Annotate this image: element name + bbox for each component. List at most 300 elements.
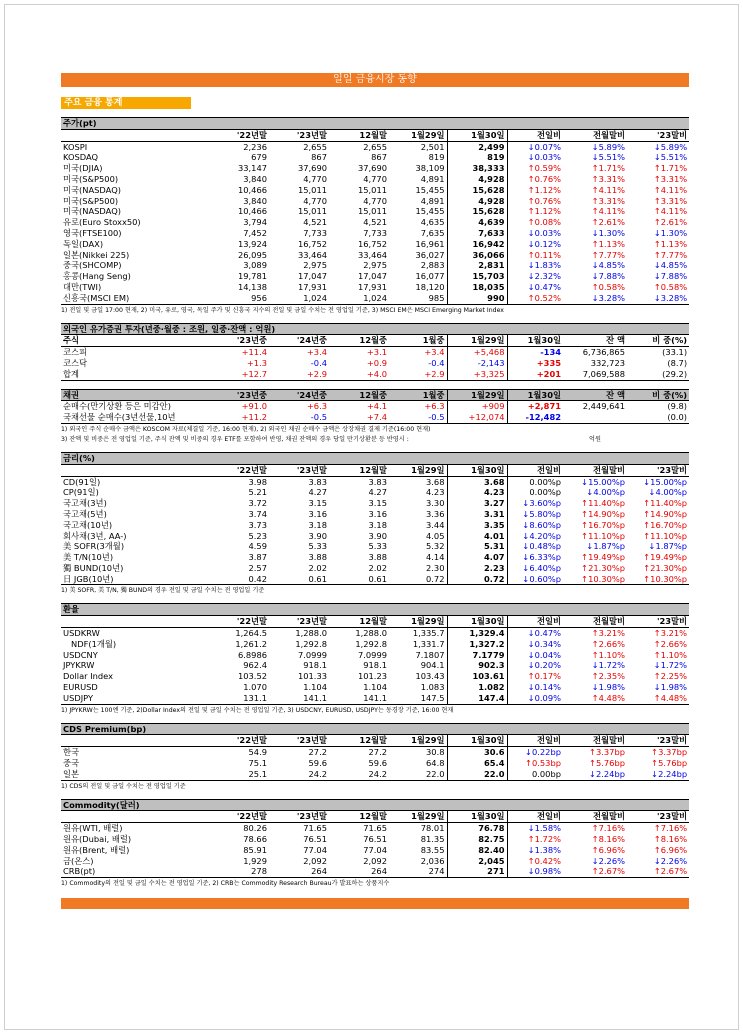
change-cell: ↑1.10% xyxy=(653,649,688,660)
value-cell: 15,628 xyxy=(447,185,507,196)
value-cell: +2.9 xyxy=(269,369,329,380)
table-row xyxy=(61,271,689,282)
value-cell: 902.3 xyxy=(447,660,507,671)
row-label: 독일(DAX) xyxy=(63,238,104,249)
value-cell: 918.1 xyxy=(363,660,387,671)
value-cell: 131.1 xyxy=(209,693,269,704)
change-cell: ↑0.52% xyxy=(507,293,563,304)
value-cell: 25.1 xyxy=(209,769,269,780)
row-label: 회사채(3년, AA-) xyxy=(63,530,127,541)
value-cell: 5.33 xyxy=(368,541,387,552)
value-cell: 3.36 xyxy=(426,508,445,519)
column-header: '22년말 xyxy=(209,616,269,628)
value-cell: -0.4 xyxy=(310,357,327,368)
column-header: 전월말비 xyxy=(563,616,627,628)
value-cell: 85.91 xyxy=(243,844,267,855)
change-cell: ↑6.96% xyxy=(653,844,688,855)
change-cell: ↓0.20% xyxy=(507,660,563,671)
change-cell: ↑0.17% xyxy=(507,671,563,682)
value-cell: 1,024 xyxy=(329,293,389,304)
value-cell: 3.44 xyxy=(426,519,445,530)
column-header: 1월29일 xyxy=(389,735,447,747)
row-label: 원유(WTI, 배럴) xyxy=(63,823,123,834)
column-header: 1월30일 xyxy=(447,464,507,476)
column-header: '23년말 xyxy=(269,811,329,823)
value-cell: 918.1 xyxy=(303,660,327,671)
change-cell: ↑1.12% xyxy=(507,185,563,196)
change-cell: ↓1.30% xyxy=(653,227,688,238)
value-cell: -12,482 xyxy=(507,412,563,423)
change-cell: ↓0.47% xyxy=(507,628,563,639)
section-header-row xyxy=(61,118,689,130)
value-cell: 64.8 xyxy=(426,758,445,769)
column-header: '23년말 xyxy=(269,735,329,747)
stock-note: 1) 전일 및 금일 17:00 현재, 2) 미국, 유로, 영국, 독일 주가 및 신흥국 지수의 전일 및 금일 수치는 전 영업일 기준, 3) MSCI EM은 MSCI Emerging Market Index xyxy=(61,306,504,314)
change-cell: ↓5.80%p xyxy=(507,509,563,520)
value-cell: 16,752 xyxy=(297,238,327,249)
column-header: 전일비 xyxy=(507,616,563,628)
table-row xyxy=(61,866,689,877)
change-cell: ↑0.58% xyxy=(653,281,688,292)
column-header: '24년중 xyxy=(269,335,329,347)
column-header: 1월중 xyxy=(389,335,447,347)
value-cell: 77.04 xyxy=(303,844,327,855)
value-cell: 962.4 xyxy=(243,660,267,671)
foreign-stock-table xyxy=(61,323,689,381)
change-cell: ↓1.58% xyxy=(507,823,563,834)
value-cell: 4,770 xyxy=(303,195,327,206)
change-cell: ↓3.28% xyxy=(627,293,689,304)
value-cell: 33,464 xyxy=(297,249,327,260)
column-header: '23말비 xyxy=(627,129,689,141)
value-cell: 2,655 xyxy=(363,141,387,152)
change-cell: ↑7.16% xyxy=(591,823,625,834)
column-header: 전월말비 xyxy=(563,464,627,476)
column-header: 1월30일 xyxy=(447,735,507,747)
section-header: 주가(pt) xyxy=(61,118,689,130)
value-cell: 2,975 xyxy=(363,260,387,271)
row-label: 코스닥 xyxy=(63,357,88,368)
value-cell: 30.8 xyxy=(426,747,445,758)
value-cell: 3.68 xyxy=(447,476,507,487)
value-cell: +3,325 xyxy=(447,369,507,380)
value-cell: 15,628 xyxy=(447,206,507,217)
column-header: '23년중 xyxy=(209,389,269,401)
value-cell: +3.4 xyxy=(306,347,327,358)
value-cell: 33,147 xyxy=(237,163,267,174)
table-row xyxy=(61,845,689,856)
change-cell: ↓5.51% xyxy=(591,152,625,163)
value-cell: 3.15 xyxy=(368,498,387,509)
change-cell: ↑3.37bp xyxy=(589,747,625,758)
column-header xyxy=(61,811,209,823)
cds-table xyxy=(61,723,689,781)
value-cell: 1,929 xyxy=(243,855,267,866)
change-cell: ↑2.66% xyxy=(653,638,688,649)
change-cell: ↑7.77% xyxy=(653,249,688,260)
change-cell: ↓2.24bp xyxy=(627,769,689,780)
value-cell: 4.14 xyxy=(426,552,445,563)
value-cell: 3.18 xyxy=(368,519,387,530)
value-cell: +335 xyxy=(507,358,563,369)
document-page xyxy=(4,4,739,1030)
change-cell: ↓0.03% xyxy=(507,152,563,163)
value-cell: 78.66 xyxy=(243,834,267,845)
value-cell: 0.72 xyxy=(447,574,507,585)
value-cell: 3.30 xyxy=(426,498,445,509)
value-cell: 3.73 xyxy=(248,519,267,530)
value-cell: 2.57 xyxy=(248,562,267,573)
change-cell: ↑2.67% xyxy=(627,866,689,877)
column-header: 12월말 xyxy=(329,811,389,823)
column-header: 1월29일 xyxy=(389,616,447,628)
value-cell: 4,770 xyxy=(303,173,327,184)
report-content xyxy=(61,73,689,909)
change-cell: 0.00%p xyxy=(507,487,563,498)
value-cell: 147.5 xyxy=(389,693,447,704)
change-cell: ↓7.88% xyxy=(653,271,688,282)
change-cell: ↑3.31% xyxy=(653,195,688,206)
value-cell: 985 xyxy=(389,293,447,304)
value-cell: 1,024 xyxy=(269,293,329,304)
value-cell: 1.104 xyxy=(303,682,327,693)
value-cell: 274 xyxy=(389,866,447,877)
change-cell: ↑19.49%p xyxy=(643,552,688,563)
value-cell: 819 xyxy=(428,152,445,163)
value-cell: +3.1 xyxy=(366,347,387,358)
row-label: CD(91일) xyxy=(63,476,101,487)
column-header xyxy=(61,129,209,141)
value-cell: 264 xyxy=(329,866,389,877)
row-label: 중국(SHCOMP) xyxy=(63,260,122,271)
column-header: '23말비 xyxy=(627,464,689,476)
value-cell: +4.1 xyxy=(366,401,387,412)
value-cell: 22.0 xyxy=(447,769,507,780)
value-cell: 990 xyxy=(447,293,507,304)
change-cell: ↓2.26% xyxy=(591,855,625,866)
table-row xyxy=(61,509,689,520)
change-cell: ↑6.96% xyxy=(591,844,625,855)
value-cell: +91.0 xyxy=(241,401,267,412)
value-cell: 7.0999 xyxy=(357,649,387,660)
change-cell: ↓15.00%p xyxy=(643,476,688,487)
value-cell: 36,066 xyxy=(447,250,507,261)
row-label: USDJPY xyxy=(61,693,209,704)
change-cell: ↓1.72% xyxy=(591,660,625,671)
change-cell: ↑11.40%p xyxy=(643,498,688,509)
value-cell: -134 xyxy=(507,347,563,358)
change-cell: ↑1.71% xyxy=(653,163,688,174)
value-cell: 3.35 xyxy=(447,520,507,531)
value-cell: 4,521 xyxy=(303,217,327,228)
change-cell: ↑2.66% xyxy=(591,638,625,649)
change-cell: ↑14.90%p xyxy=(643,508,688,519)
value-cell: 17,047 xyxy=(297,271,327,282)
value-cell: 59.6 xyxy=(308,758,327,769)
value-cell: 1,292.8 xyxy=(295,638,327,649)
change-cell: 0.00bp xyxy=(507,769,563,780)
section-header: 환율 xyxy=(61,604,689,616)
value-cell: 2,092 xyxy=(363,855,387,866)
value-cell: 1,327.2 xyxy=(447,639,507,650)
value-cell: 1,264.5 xyxy=(235,628,267,639)
row-label: 원유(Dubai, 배럴) xyxy=(63,834,132,845)
change-cell: ↑4.48% xyxy=(627,693,689,704)
column-header-row xyxy=(61,129,689,141)
change-cell: ↓7.88% xyxy=(591,271,625,282)
change-cell: ↑1.13% xyxy=(653,238,688,249)
value-cell: 278 xyxy=(209,866,269,877)
column-header: 잔 액 xyxy=(563,389,627,401)
section-header: 외국인 유가증권 투자(년중·월중 : 조원, 일중·잔액 : 억원) xyxy=(61,323,689,335)
value-cell: 2,975 xyxy=(303,260,327,271)
value-cell: 867 xyxy=(311,152,327,163)
value-cell: 4,639 xyxy=(447,217,507,228)
value-cell: +4.0 xyxy=(329,369,389,380)
column-header: 12월말 xyxy=(329,464,389,476)
change-cell: ↑4.11% xyxy=(591,206,625,217)
value-cell: 7,635 xyxy=(420,227,445,238)
value-cell: 141.1 xyxy=(269,693,329,704)
value-cell: 2.02 xyxy=(368,562,387,573)
column-header: 비 중(%) xyxy=(627,389,689,401)
value-cell: 17,931 xyxy=(297,281,327,292)
column-header: 1월30일 xyxy=(507,335,563,347)
value-cell: 1,288.0 xyxy=(295,628,327,639)
row-label: 국고채(3년) xyxy=(63,498,107,509)
commodity-section xyxy=(61,799,689,889)
value-cell: 18,035 xyxy=(447,282,507,293)
change-cell: ↓4.85% xyxy=(653,260,688,271)
column-header: 1월30일 xyxy=(447,129,507,141)
value-cell: 15,011 xyxy=(297,206,327,217)
value-cell: 3.98 xyxy=(248,476,267,487)
value-cell: 956 xyxy=(209,293,269,304)
change-cell: ↑0.53bp xyxy=(507,758,563,769)
row-label: 국고채(10년) xyxy=(63,519,113,530)
table-row xyxy=(61,401,689,412)
change-cell: ↑2.61% xyxy=(591,217,625,228)
change-cell: ↑2.35% xyxy=(591,671,625,682)
column-header-row xyxy=(61,616,689,628)
value-cell: 2,501 xyxy=(420,141,445,152)
change-cell: ↓0.60%p xyxy=(507,574,563,585)
row-label: 홍콩(Hang Seng) xyxy=(63,271,131,282)
value-cell: 4,891 xyxy=(420,195,445,206)
value-cell: (33.1) xyxy=(662,347,688,358)
value-cell: 3.15 xyxy=(308,498,327,509)
value-cell: (0.0) xyxy=(627,412,689,423)
change-cell: ↓1.98% xyxy=(591,682,625,693)
value-cell: 18,120 xyxy=(415,281,445,292)
table-row xyxy=(61,639,689,650)
change-cell: ↓0.48%p xyxy=(507,541,563,552)
table-row xyxy=(61,650,689,661)
value-cell: 4.23 xyxy=(426,487,445,498)
commodity-table xyxy=(61,799,689,879)
change-cell: ↓2.32% xyxy=(507,271,563,282)
value-cell: 2,449,641 xyxy=(582,401,625,412)
value-cell: 37,690 xyxy=(297,163,327,174)
value-cell: +7.4 xyxy=(329,412,389,423)
column-header: '23말비 xyxy=(627,735,689,747)
change-cell: ↓4.20%p xyxy=(507,531,563,542)
table-row xyxy=(61,758,689,769)
column-header xyxy=(61,616,209,628)
value-cell: 2,883 xyxy=(420,260,445,271)
column-header: 채권 xyxy=(61,389,209,401)
value-cell: 7,733 xyxy=(363,227,387,238)
change-cell: ↓0.22bp xyxy=(507,747,563,758)
value-cell: 3.74 xyxy=(248,508,267,519)
value-cell: 2,092 xyxy=(303,855,327,866)
value-cell: 27.2 xyxy=(368,747,387,758)
row-label: 국고채(5년) xyxy=(63,508,107,519)
column-header: '22년말 xyxy=(209,464,269,476)
footer-bar xyxy=(61,898,689,909)
value-cell: 82.75 xyxy=(447,834,507,845)
column-header-row xyxy=(61,335,689,347)
table-row xyxy=(61,239,689,250)
value-cell: 3.68 xyxy=(426,476,445,487)
change-cell: ↑1.10% xyxy=(591,649,625,660)
value-cell: +2.9 xyxy=(389,369,447,380)
value-cell: 4,891 xyxy=(420,173,445,184)
table-row xyxy=(61,531,689,542)
column-header-row xyxy=(61,811,689,823)
change-cell: ↑1.72% xyxy=(507,834,563,845)
value-cell: +6.3 xyxy=(306,401,327,412)
table-row xyxy=(61,628,689,639)
value-cell: 33,464 xyxy=(357,249,387,260)
value-cell: 147.4 xyxy=(447,693,507,704)
row-label: 영국(FTSE100) xyxy=(63,227,122,238)
value-cell: 4.07 xyxy=(447,552,507,563)
value-cell: 3.90 xyxy=(368,530,387,541)
change-cell: ↑11.40%p xyxy=(581,498,625,509)
column-header-row xyxy=(61,464,689,476)
change-cell: ↑4.11% xyxy=(653,184,688,195)
value-cell: 1,335.7 xyxy=(412,628,445,639)
row-label: 일본 xyxy=(61,769,209,780)
change-cell: ↓5.89% xyxy=(653,141,688,152)
value-cell: 30.6 xyxy=(447,747,507,758)
change-cell: ↓2.24bp xyxy=(563,769,627,780)
value-cell: 1,331.7 xyxy=(412,638,445,649)
change-cell: ↑0.76% xyxy=(507,196,563,207)
value-cell: 0.61 xyxy=(269,574,329,585)
row-label: 미국(NASDAQ) xyxy=(63,184,121,195)
row-label: 합계 xyxy=(61,369,209,380)
value-cell: 103.52 xyxy=(237,671,267,682)
change-cell: ↓4.00%p xyxy=(586,487,625,498)
value-cell: +3.4 xyxy=(424,347,445,358)
change-cell: ↑5.76bp xyxy=(589,758,625,769)
value-cell: 16,752 xyxy=(357,238,387,249)
change-cell: ↑7.77% xyxy=(591,249,625,260)
report-title: 일일 금융시장 동향 xyxy=(61,73,689,87)
change-cell: ↑8.16% xyxy=(653,834,688,845)
value-cell: 1.104 xyxy=(363,682,387,693)
value-cell: -2,143 xyxy=(447,358,507,369)
value-cell: 3.88 xyxy=(368,552,387,563)
value-cell: 679 xyxy=(251,152,267,163)
column-header: 전월말비 xyxy=(563,129,627,141)
cds-note: 1) CDS의 전일 및 금일 수치는 전 영업일 기준 xyxy=(61,782,186,790)
value-cell: 1,292.8 xyxy=(355,638,387,649)
column-header: 비 중(%) xyxy=(627,335,689,347)
section-header-row xyxy=(61,323,689,335)
value-cell: 54.9 xyxy=(248,747,267,758)
rates-table xyxy=(61,452,689,586)
table-row xyxy=(61,174,689,185)
column-header: '22년말 xyxy=(209,735,269,747)
change-cell: ↓0.34% xyxy=(507,639,563,650)
report-subtitle: 주요 금융 통계 xyxy=(61,97,191,109)
value-cell: 24.2 xyxy=(269,769,329,780)
value-cell: 3,840 xyxy=(243,195,267,206)
row-label: 유로(Euro Stoxx50) xyxy=(63,217,141,228)
change-cell: ↓0.09% xyxy=(507,693,563,704)
column-header: 주식 xyxy=(61,335,209,347)
row-label: USDKRW xyxy=(63,628,100,639)
value-cell: 2,655 xyxy=(303,141,327,152)
column-header: 전일비 xyxy=(507,811,563,823)
table-row xyxy=(61,682,689,693)
row-label: Dollar Index xyxy=(63,671,114,682)
value-cell: 83.55 xyxy=(420,844,445,855)
value-cell: 1.083 xyxy=(420,682,445,693)
change-cell: ↑11.10%p xyxy=(581,530,625,541)
table-row xyxy=(61,369,689,380)
section-header: Commodity(달러) xyxy=(61,799,689,811)
value-cell: 1.070 xyxy=(243,682,267,693)
table-row xyxy=(61,152,689,163)
table-row xyxy=(61,217,689,228)
table-row xyxy=(61,358,689,369)
value-cell: +0.9 xyxy=(366,357,387,368)
value-cell: 5.23 xyxy=(248,530,267,541)
value-cell: 4.23 xyxy=(447,487,507,498)
value-cell: 19,781 xyxy=(237,271,267,282)
table-row xyxy=(61,163,689,174)
row-label: KOSDAQ xyxy=(63,152,99,163)
section-header: 금리(%) xyxy=(61,452,689,464)
change-cell: ↓0.04% xyxy=(507,650,563,661)
row-label: 美 SOFR(3개월) xyxy=(63,541,125,552)
row-label: 대만(TWI) xyxy=(63,281,102,292)
change-cell: ↑1.13% xyxy=(591,238,625,249)
row-label: 일본(Nikkei 225) xyxy=(63,249,130,260)
column-header: 12월말 xyxy=(329,616,389,628)
column-header: 전일비 xyxy=(507,735,563,747)
commodity-note: 1) Commodity의 전일 및 금일 수치는 전 영업일 기준, 2) CRB는 Commodity Research Bureau가 발표하는 상품지수 xyxy=(61,880,390,888)
change-cell: ↑4.11% xyxy=(591,184,625,195)
table-row xyxy=(61,347,689,358)
value-cell: 15,455 xyxy=(415,206,445,217)
value-cell: 15,703 xyxy=(447,271,507,282)
value-cell: 81.35 xyxy=(420,834,445,845)
change-cell: ↑3.31% xyxy=(653,173,688,184)
value-cell: 15,011 xyxy=(297,184,327,195)
value-cell: +6.3 xyxy=(424,401,445,412)
value-cell: 4.27 xyxy=(308,487,327,498)
value-cell: 17,047 xyxy=(357,271,387,282)
value-cell: +11.4 xyxy=(241,347,267,358)
value-cell: 16,077 xyxy=(415,271,445,282)
value-cell: 38,333 xyxy=(447,163,507,174)
column-header: '23년말 xyxy=(269,616,329,628)
